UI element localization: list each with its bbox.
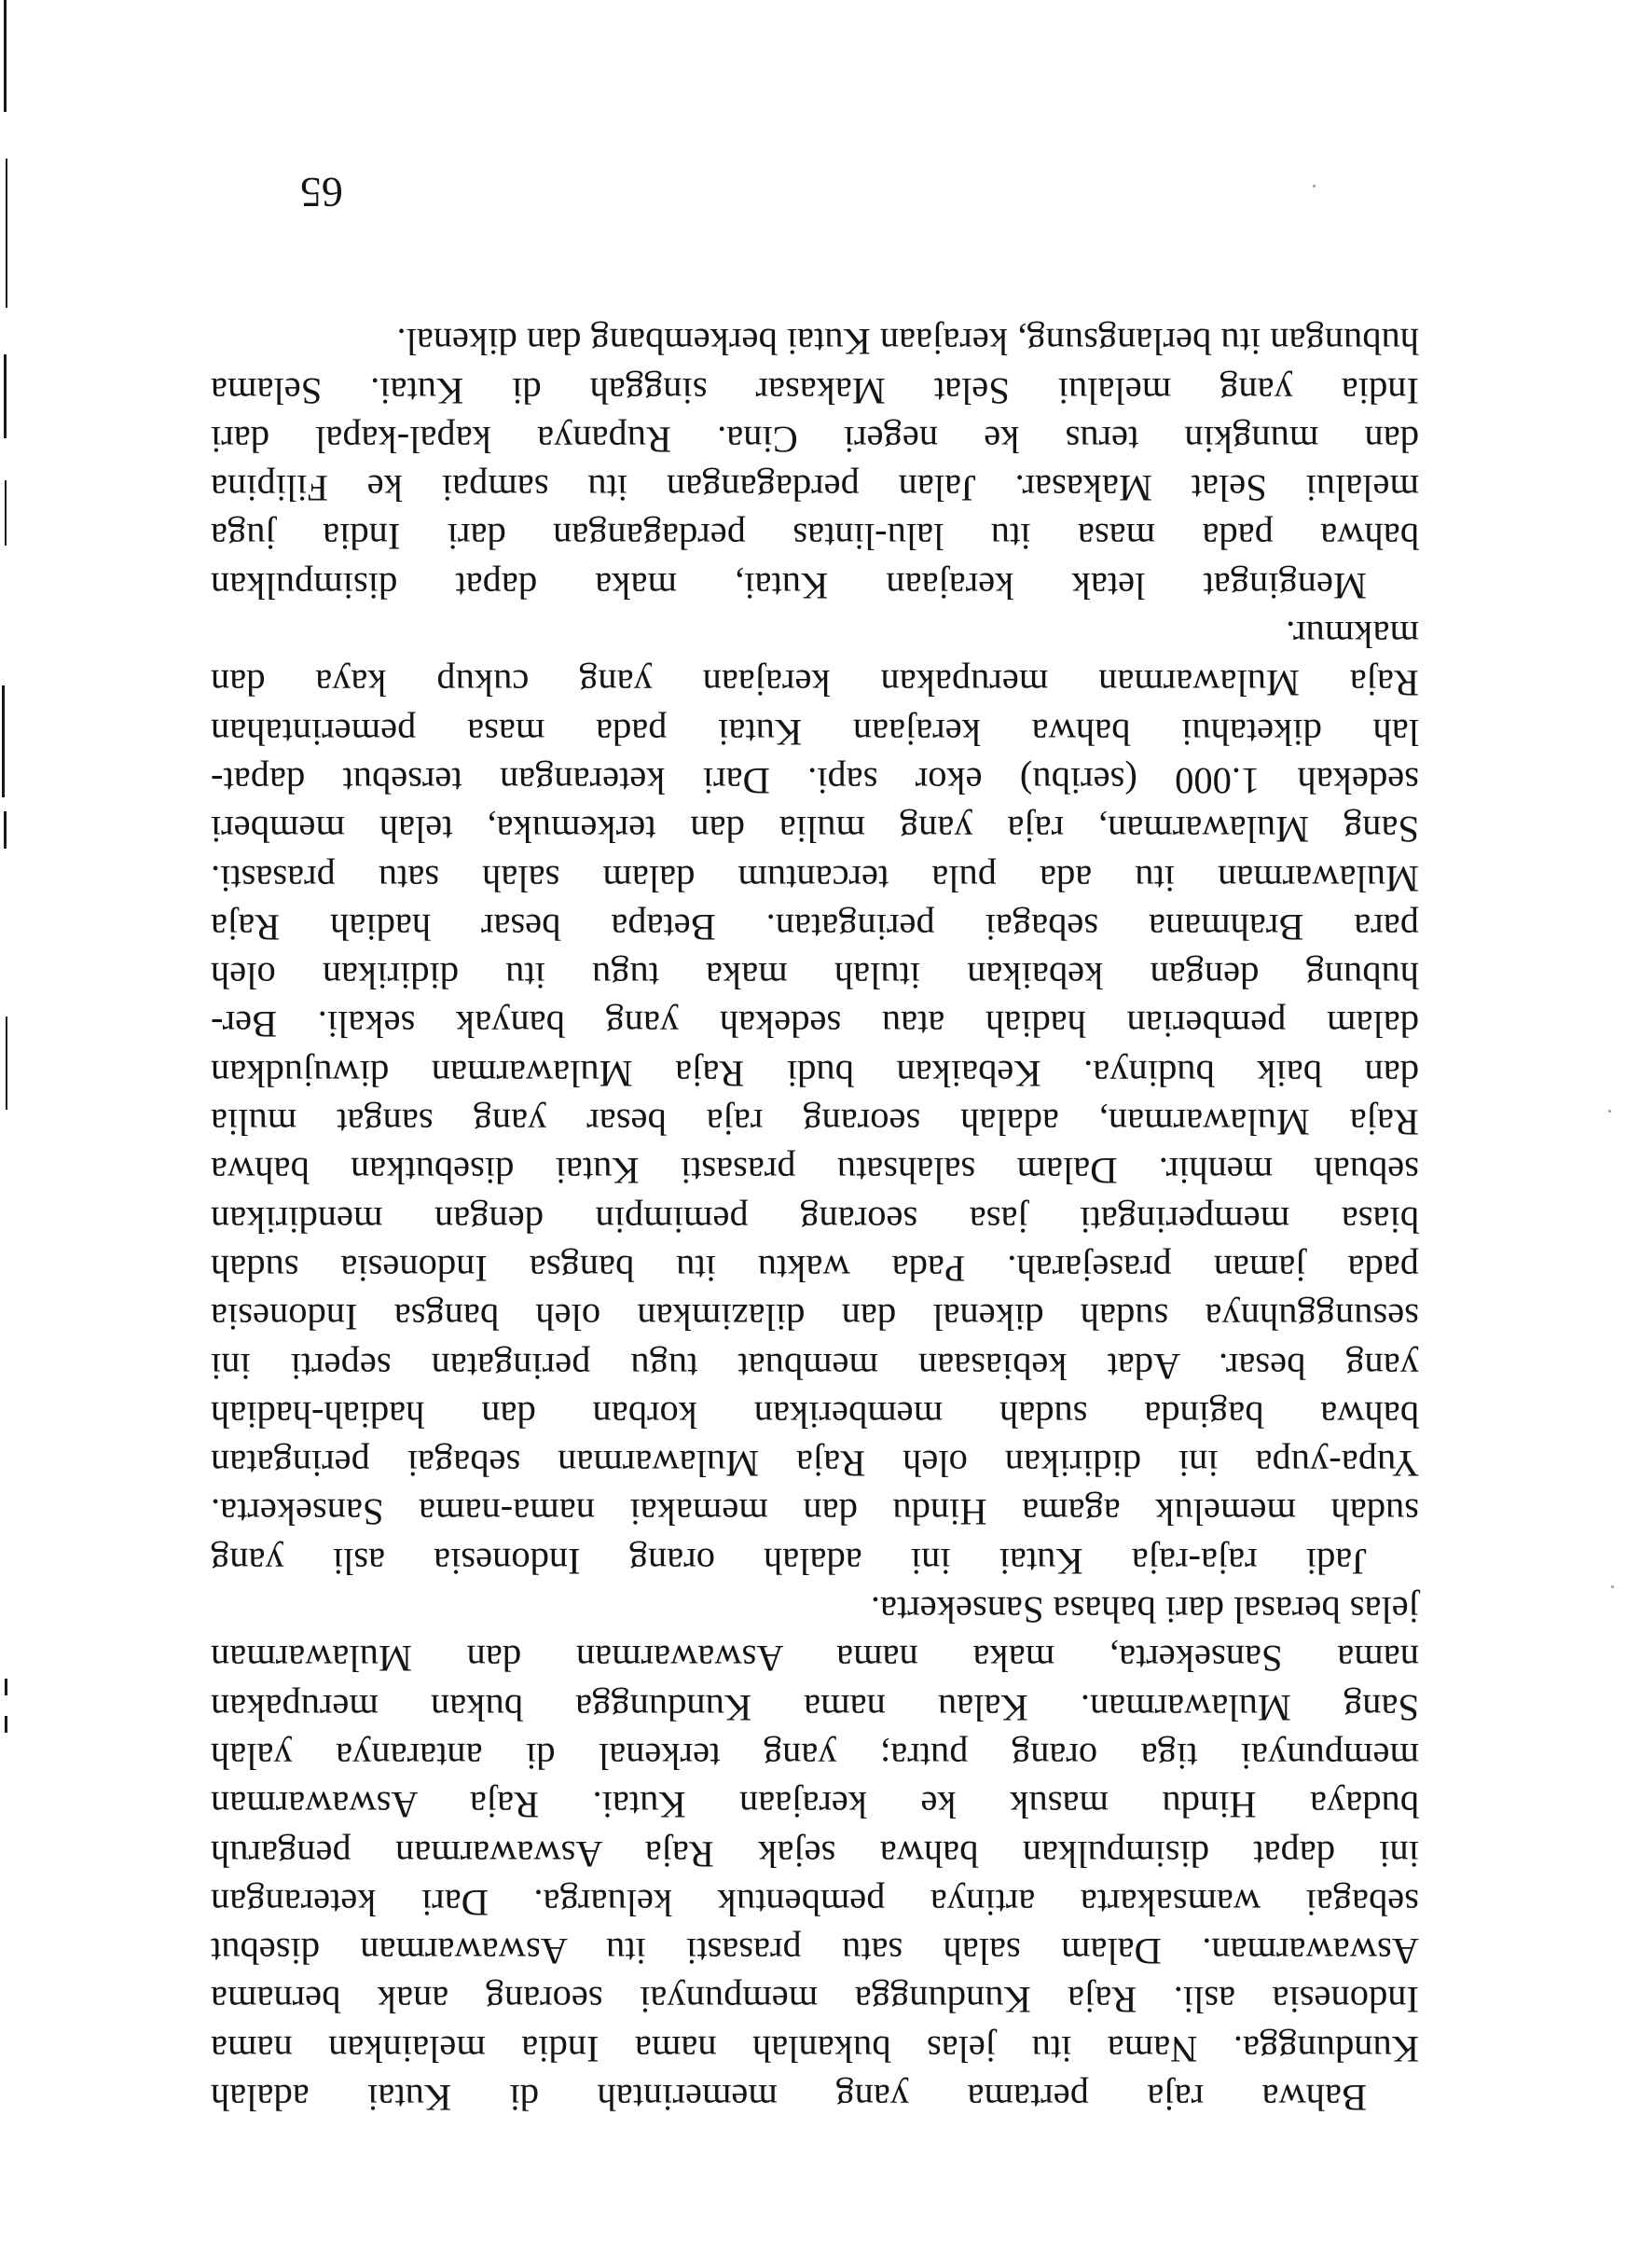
text-line bbox=[211, 1878, 1419, 1927]
text-line bbox=[211, 1244, 1419, 1293]
line-text: Indonesia asli. Raja Kundungga mempunyai seorang anak bernama bbox=[211, 1979, 1419, 2022]
line-text: Sang Mulawarman. Kalau nama Kundungga bukan merupakan bbox=[211, 1686, 1419, 1729]
line-text: Bahwa raja pertama yang memerintah di Kutai adalah bbox=[211, 2077, 1367, 2119]
scan-edge-mark bbox=[2, 685, 5, 797]
text-line bbox=[211, 415, 1419, 463]
line-text: yang besar. Adat kebiasaan membuat tugu peringatan seperti ini bbox=[211, 1345, 1419, 1388]
line-text: Yupa-yupa ini didirikan oleh Raja Mulawarman sebagai peringatan bbox=[211, 1443, 1419, 1486]
text-line bbox=[211, 317, 1419, 366]
line-text: Raja Mulawarman merupakan kerajaan yang cukup kaya dan bbox=[211, 662, 1419, 705]
text-line bbox=[211, 903, 1419, 951]
line-text: ini dapat disimpulkan bahwa sejak Raja Aswawarman pengaruh bbox=[211, 1832, 1419, 1875]
text-line bbox=[211, 1780, 1419, 1829]
line-text: nama Sansekerta, maka nama Aswawarman dan Mulawarman bbox=[211, 1638, 1419, 1680]
text-line bbox=[211, 2073, 1419, 2122]
text-line bbox=[211, 1829, 1419, 1877]
line-text: Sang Mulawarman, raja yang mulia dan terkemuka, telah memberi bbox=[211, 809, 1419, 851]
line-text: bahwa pada masa itu lalu-lintas perdagangan dari India juga bbox=[211, 516, 1419, 559]
line-text: sudah memeluk agama Hindu dan memakai nama-nama Sansekerta. bbox=[211, 1491, 1419, 1534]
text-line bbox=[211, 1634, 1419, 1682]
text-line bbox=[211, 463, 1419, 512]
text-line bbox=[211, 1439, 1419, 1487]
paragraph-1 bbox=[211, 1585, 1419, 2122]
scan-edge-mark bbox=[4, 354, 7, 438]
line-text: mempunyai tiga orang putra; yang terkenal di antaranya yalah bbox=[211, 1735, 1419, 1777]
text-line bbox=[211, 756, 1419, 805]
line-text: hubung dengan kebaikan itulah maka tugu itu didirikan oleh bbox=[211, 955, 1419, 998]
scan-edge-mark bbox=[4, 0, 7, 112]
line-text: Mengingat letak kerajaan Kutai, maka dapat disimpulkan bbox=[211, 564, 1367, 607]
text-line bbox=[211, 1927, 1419, 1975]
scan-speck bbox=[1611, 1585, 1614, 1588]
line-text: sebagai wamsakarta artinya pembentuk keluarga. Dari keterangan bbox=[211, 1881, 1419, 1924]
text-line bbox=[211, 1000, 1419, 1048]
text-line bbox=[211, 1975, 1419, 2024]
text-line bbox=[211, 1536, 1419, 1584]
line-text: bahwa baginda sudah memberikan korban dan hadiah-hadiah bbox=[211, 1393, 1419, 1436]
text-line bbox=[211, 1341, 1419, 1390]
line-text: pada jaman prasejarah. Pada waktu itu bangsa Indonesia sudah bbox=[211, 1247, 1419, 1290]
line-text: Mulawarman itu ada pula tercantum dalam salah satu prasasti. bbox=[211, 857, 1419, 900]
text-line bbox=[211, 1682, 1419, 1731]
scan-edge-mark bbox=[6, 159, 7, 308]
text-line bbox=[211, 1048, 1419, 1097]
line-text: Raja Mulawarman, adalah seorang raja besar yang sangat mulia bbox=[211, 1101, 1419, 1144]
text-line bbox=[211, 1390, 1419, 1439]
scan-edge-mark bbox=[5, 1679, 7, 1695]
text-line bbox=[211, 707, 1419, 755]
line-text: makmur. bbox=[1286, 614, 1419, 657]
line-text: jelas berasal dari bahasa Sansekerta. bbox=[870, 1589, 1419, 1632]
text-line bbox=[211, 853, 1419, 902]
line-text: budaya Hindu masuk ke kerajaan Kutai. Raja Aswawarman bbox=[211, 1784, 1419, 1827]
line-text: Aswawarman. Dalam salah satu prasasti itu Aswawarman disebut bbox=[211, 1930, 1419, 1973]
scan-edge-mark bbox=[6, 1016, 7, 1110]
line-text: para Brahmana sebagai peringatan. Betapa besar hadiah Raja bbox=[211, 906, 1419, 948]
scan-edge-mark bbox=[4, 811, 7, 849]
text-line bbox=[211, 366, 1419, 414]
scan-speck bbox=[1608, 1110, 1611, 1113]
line-text: dalam pemberian hadiah atau sedekah yang banyak sekali. Ber- bbox=[211, 1003, 1419, 1046]
text-block bbox=[211, 317, 1419, 2122]
text-line bbox=[211, 610, 1419, 658]
line-text: India yang melalui Selat Makasar singgah di Kutai. Selama bbox=[211, 369, 1419, 412]
line-text: biasa memperingati jasa seorang pemimpin dengan mendirikan bbox=[211, 1198, 1419, 1241]
text-line bbox=[211, 561, 1419, 610]
text-line bbox=[211, 1098, 1419, 1146]
line-text: sebuah menhir. Dalam salahsatu prasasti Kutai disebutkan bahwa bbox=[211, 1150, 1419, 1193]
line-text: Kundungga. Nama itu jelas bukanlah nama India melainkan nama bbox=[211, 2027, 1419, 2070]
line-text: Jadi raja-raja Kutai ini adalah orang Indonesia asli yang bbox=[211, 1540, 1367, 1583]
scan-speck bbox=[1313, 185, 1316, 187]
text-line bbox=[211, 951, 1419, 1000]
line-text: lah diketahui bahwa kerajaan Kutai pada masa pemerintahan bbox=[211, 711, 1419, 754]
line-text: dan baik budinya. Kebaikan budi Raja Mulawarman diwujudkan bbox=[211, 1052, 1419, 1095]
line-text: dan mungkin terus ke negeri Cina. Rupanya kapal-kapal dari bbox=[211, 418, 1419, 461]
text-line bbox=[211, 1487, 1419, 1536]
paragraph-2 bbox=[211, 610, 1419, 1585]
line-text: sesungguhnya sudah dikenal dan dilazimkan oleh bangsa Indonesia bbox=[211, 1296, 1419, 1339]
text-line bbox=[211, 805, 1419, 853]
scan-edge-mark bbox=[5, 480, 7, 546]
scan-edge-mark bbox=[5, 1716, 7, 1733]
text-line bbox=[211, 1195, 1419, 1243]
line-text: sedekah 1.000 (seribu) ekor sapi. Dari keterangan tersebut dapat- bbox=[211, 759, 1419, 802]
text-line bbox=[211, 658, 1419, 707]
line-text: melalui Selat Makasar. Jalan perdagangan itu sampai ke Filipina bbox=[211, 467, 1419, 510]
text-line bbox=[211, 2024, 1419, 2072]
page-number: 65 bbox=[300, 169, 343, 216]
paragraph-3 bbox=[211, 317, 1419, 610]
line-text: hubungan itu berlangsung, kerajaan Kutai berkembang dan dikenal. bbox=[396, 321, 1419, 364]
text-line bbox=[211, 1146, 1419, 1195]
text-line bbox=[211, 1585, 1419, 1634]
text-line bbox=[211, 512, 1419, 560]
text-line bbox=[211, 1293, 1419, 1341]
text-line bbox=[211, 1732, 1419, 1780]
